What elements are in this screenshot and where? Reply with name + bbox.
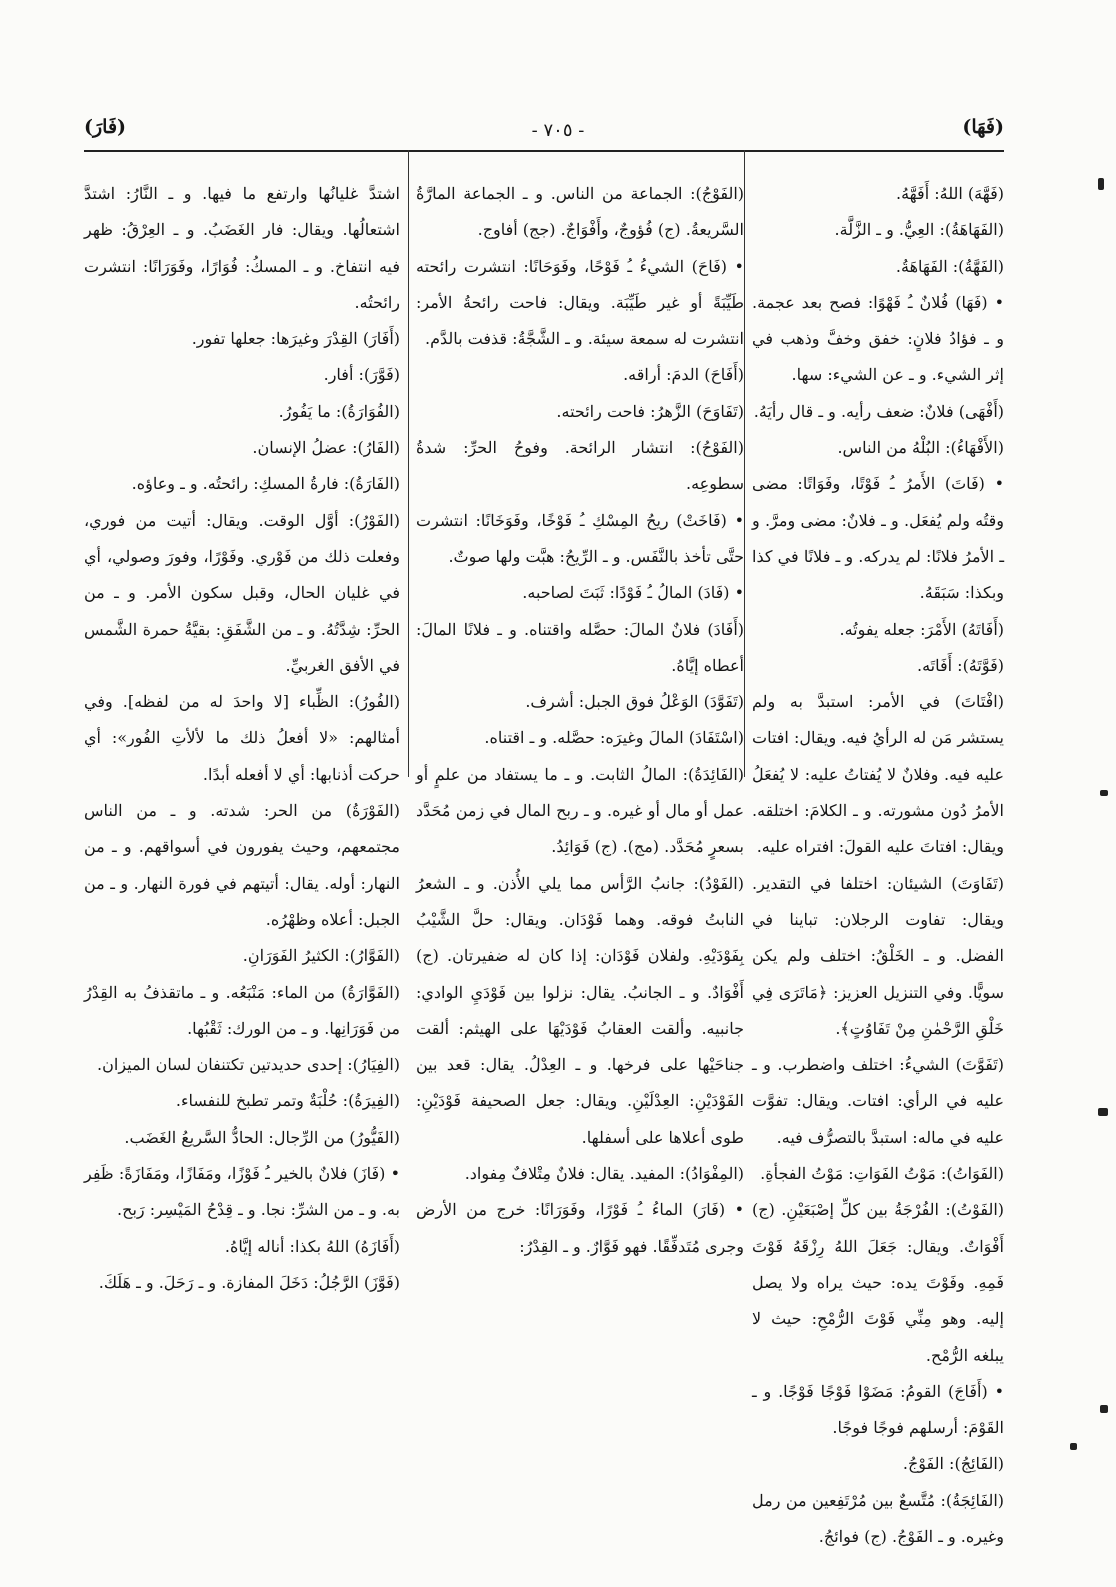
column-left [84, 176, 400, 1301]
entry: (الفَائِجُ): الفَوْجُ. [902, 1454, 1004, 1474]
entry: (الفَوْدُ): جانبُ الرَّأس مما يلي الأُذن. و ـ الشعرُ النابتُ فوقه. وهما فَوْدَان. ويقال: حلَّ الشَّيْبُ بِفَوْدَيْهِ. ولفلان فَوْدَان: إذا كان له ضفيرتان. (ج) أَفْوَادٌ. و ـ الجانبُ. يقال: نزلوا بين فَوْدَيِ الوادي: جانبيه. وألقت العقابُ فَوْدَيْهَا على الهيثم: ألقت جناحَيْها على فرخها. و ـ العِدْلُ. يقال: قعد بين الفَوْدَيْنِ: العِدْلَيْنِ. ويقال: جعل الصحيفة فَوْدَيْنِ: طوى أعلاها على أسفلها. [416, 873, 744, 1147]
entry: (أَفَارَ) القِدْرَ وغيرَها: جعلها تفور. [191, 329, 400, 349]
entry: (الفَيُّورُ) من الرِّجال: الحادُّ السَّريعُ الغَضَب. [124, 1127, 400, 1147]
header-rule [84, 150, 1004, 152]
entry: (الفُوَارَةُ): ما يَفُورُ. [278, 401, 400, 421]
entry: • (فَادَ) المالُ ـُ فَوْدًا: ثَبَتَ لصاحبه. [522, 583, 744, 603]
scan-speck [1098, 1108, 1108, 1116]
entry: (الفَوْرُ): أوَّل الوقت. ويقال: أتيت من فوري، وفعلت ذلك من فَوْري. وفَوْرًا، وفورَ وصولي، أي في غليان الحال، وقبل سكون الأمر. و ـ من الحرِّ: شِدَّتُهُ. و ـ من الشَّفَقِ: بقيَّةُ حمرة الشَّمس في الأفق الغربيِّ. [84, 510, 400, 675]
column-divider-1 [744, 150, 745, 777]
entry: (أَفَازَهُ) اللهُ بكذا: أناله إيَّاهُ. [224, 1236, 400, 1256]
entry: • (فَازَ) فلانٌ بالخير ـُ فَوْزًا، ومَفَازًا، ومَفَازَةً: ظَفِر به. و ـ من الشرِّ: نجا. و ـ قِدْحُ المَيْسِر: رَبح. [84, 1164, 400, 1220]
entry: (الفِيرَةُ): حُلْبَةٌ وتمر تطبخ للنفساء. [175, 1091, 400, 1111]
entry: (أَفَاحَ) الدمَ: أراقه. [623, 365, 744, 385]
entry: (الفَوَاتُ): مَوْتُ الفَوَاتِ: مَوْتُ الفجأةِ. [760, 1164, 1004, 1184]
entry: (الفَائِدَةُ): المالُ الثابت. و ـ ما يستفاد من علمٍ أو عمل أو مال أو غيره. و ـ ربح المال في زمن مُحَدَّد بسعرٍ مُحَدَّد. (مج). (ج) فَوَائِدُ. [416, 764, 744, 857]
entry: (تَفَاوَحَ) الزَّهرُ: فاحت رائحته. [556, 401, 744, 421]
entry: (الفَوْتُ): الفُرْجَةُ بين كلِّ إصْبَعَيْنِ. (ج) أَفْوَاتٌ. ويقال: جَعَلَ اللهُ رِزْقَهُ فَوْتَ فَمِهِ. وفَوْتَ يده: حيث يراه ولا يصل إليه. وهو مِنِّي فَوْتَ الرُّمْحِ: حيث لا يبلغه الرُّمْح. [752, 1200, 1004, 1365]
entry: (الفَهَاهَةُ): العِيُّ. و ـ الزَّلَّة. [834, 220, 1004, 240]
entry: اشتدَّ غليانُها وارتفع ما فيها. و ـ النَّارُ: اشتدَّ اشتعالُها. ويقال: فار الغَضَبُ. و ـ العِرْقُ: ظهر فيه انتفاخ. و ـ المسكُ: فُوَارًا، وفَوَرَانًا: انتشرت رائحتُه. [84, 184, 400, 312]
entry: • (أَفَاجَ) القومُ: مَضَوْا فَوْجًا فَوْجًا. و ـ القَوْمَ: أرسلهم فوجًا فوجًا. [752, 1381, 1004, 1438]
entry: (فَوَّرَ): أفار. [323, 365, 400, 385]
entry: (الفَوَّارُ): الكثيرُ الفَوَرَانِ. [242, 946, 400, 966]
entry: (أَفَاتَهُ) الأَمْرَ: جعله يفوتُه. [839, 619, 1004, 639]
entry: (الفَوْحُ): انتشار الرائحة. وفوحُ الحرِّ: شدةُ سطوعِه. [416, 438, 744, 494]
column-right [752, 176, 1004, 1555]
entry: (الفُورُ): الظِّباء [لا واحدَ له من لفظه]. وفي أمثالهم: «لا أفعلُ ذلك ما لألأتِ الفُور»: أي حركت أذنابها: أي لا أفعله أبدًا. [84, 692, 400, 784]
scan-speck [1098, 178, 1104, 190]
column-middle [416, 176, 744, 1265]
entry: (المِفْوَادُ): المفيد. يقال: فلانٌ مِتْلافٌ مِفواد. [464, 1164, 744, 1184]
entry: (تَفَوَّتَ) الشيءُ: اختلف واضطرب. و ـ عليه في الرأي: افتات. ويقال: تفوَّت عليه في ماله: استبدَّ بالتصرُّف فيه. [752, 1055, 1004, 1147]
entry: (الفَهَّةُ): الفَهَاهَةُ. [895, 256, 1004, 276]
entry: • (فَاحَ) الشيءُ ـُ فَوْحًا، وفَوَحَانًا: انتشرت رائحته طَيِّبَةً أو غير طَيِّبَة. ويقال: فاحت رائحةُ الأمر: انتشرت له سمعة سيئة. و ـ الشَّجَّةُ: قذفت بالدَّم. [416, 256, 744, 349]
entry: (الفَوْرَةُ) من الحر: شدته. و ـ من الناس مجتمعهم، وحيث يفورون في أسواقهم. و ـ من النهار: أوله. يقال: أتيتهم في فورة النهار. و ـ من الجبل: أعلاه وظهْرُه. [84, 801, 400, 929]
header-left-word: (فَارَ) [84, 116, 127, 138]
entry: (الفَوْجُ): الجماعة من الناس. و ـ الجماعة المارَّةُ السَّريعةُ. (ج) فُؤوجٌ، وأَفْوَاجٌ. (جج) أفاوج. [416, 184, 744, 240]
entry: (أَفَادَ) فلانٌ المالَ: حصَّله واقتناه. و ـ فلانًا المالَ: أعطاه إيَّاهُ. [416, 619, 744, 675]
entry: (الفَارُ): عضلُ الإنسان. [252, 438, 400, 458]
entry: (الأَفْهَاءُ): البُلْهُ من الناس. [837, 438, 1004, 458]
entry: (فَوَّزَ) الرَّجُلُ: دَخَلَ المفازة. و ـ رَحَلَ. و ـ هَلَكَ. [98, 1272, 400, 1292]
page-number: - ٧٠٥ - [531, 120, 585, 141]
entry: (فَهَّهَ) اللهُ: أَفَهَّهُ. [896, 184, 1004, 203]
scan-speck [1070, 1443, 1077, 1450]
entry: (تَفَوَّدَ) الوَعْلُ فوق الجبل: أشرف. [525, 692, 744, 712]
entry: • (فَهَا) فُلانٌ ـُ فَهْوًا: فصح بعد عجمة. و ـ فؤادُ فلانٍ: خفق وخفَّ وذهب في إثر الشيء. و ـ عن الشيء: سها. [752, 292, 1004, 385]
entry: (افْتَاتَ) في الأمر: استبدَّ به ولم يستشر مَن له الرأيُ فيه. ويقال: افتات عليه فيه. وفلانٌ لا يُفتاتُ عليه: لا يُفعَلُ الأمرُ دُون مشورته. و ـ الكلامَ: اختلقه. ويقال: افتاتَ عليه القولَ: افتراه عليه. [752, 692, 1004, 857]
entry: (فَوَّتَهُ): أَفَاتَه. [917, 655, 1004, 675]
entry: (أَفْهَى) فلانٌ: ضعف رأيه. و ـ قال رأيَهُ. [753, 401, 1004, 421]
entry: • (فَاتَ) الأَمرُ ـُ فَوْتًا، وفَوَاتًا: مضى وقتُه ولم يُفعَل. و ـ فلانٌ: مضى ومرَّ. و ـ الأمرُ فلانًا: لم يدركه. و ـ فلانًا في كذا وبكذا: سَبَقَهُ. [752, 474, 1004, 603]
entry: (تَفَاوَتَ) الشيئان: اختلفا في التقدير. ويقال: تفاوت الرجلان: تباينا في الفضل. و ـ الخَلْقُ: اختلف ولم يكن سويًّا. وفي التنزيل العزيز: ﴿مَاتَرَى فِي خَلْقِ الرَّحْمٰنِ مِنْ تَفَاوُتٍ﴾. [752, 873, 1004, 1038]
column-divider-2 [408, 150, 409, 777]
entry: (الفَائِجَةُ): مُتَّسعٌ بين مُرْتَفِعين من رمل وغيره. و ـ الفَوْجُ. (ج) فوائجُ. [752, 1490, 1004, 1546]
entry: (الفِيَارُ): إحدى حديدتين تكتنفان لسان الميزان. [97, 1055, 400, 1075]
entry: (الفَارَةُ): فارةُ المسكِ: رائحتُه. و ـ وعاؤه. [131, 474, 400, 494]
entry: • (فَارَ) الماءُ ـُ فَوْرًا، وفَوَرَانًا: خرج من الأرض وجرى مُتَدفِّقًا. فهو فَوَّارٌ. و ـ القِدْرُ: [416, 1200, 744, 1256]
entry: • (فَاخَتْ) ريحُ المِسْكِ ـُ فَوْخًا، وفَوَخَانًا: انتشرت حتَّى تأخذ بالنَّفَس. و ـ الرِّيحُ: هبَّت ولها صوتٌ. [416, 510, 744, 566]
entry: (اسْتَفَادَ) المالَ وغيرَه: حصَّله. و ـ اقتناه. [484, 728, 744, 748]
scan-speck [1100, 1405, 1108, 1413]
header-right-word: (فَهَا) [962, 116, 1004, 138]
scan-speck [1100, 790, 1108, 796]
entry: (الفَوَّارَةُ) من الماء: مَنْبَعُه. و ـ ماتقذفُ به القِدْرُ من فَوَرَانِها. و ـ من الورك: ثَقْبُها. [84, 982, 400, 1038]
